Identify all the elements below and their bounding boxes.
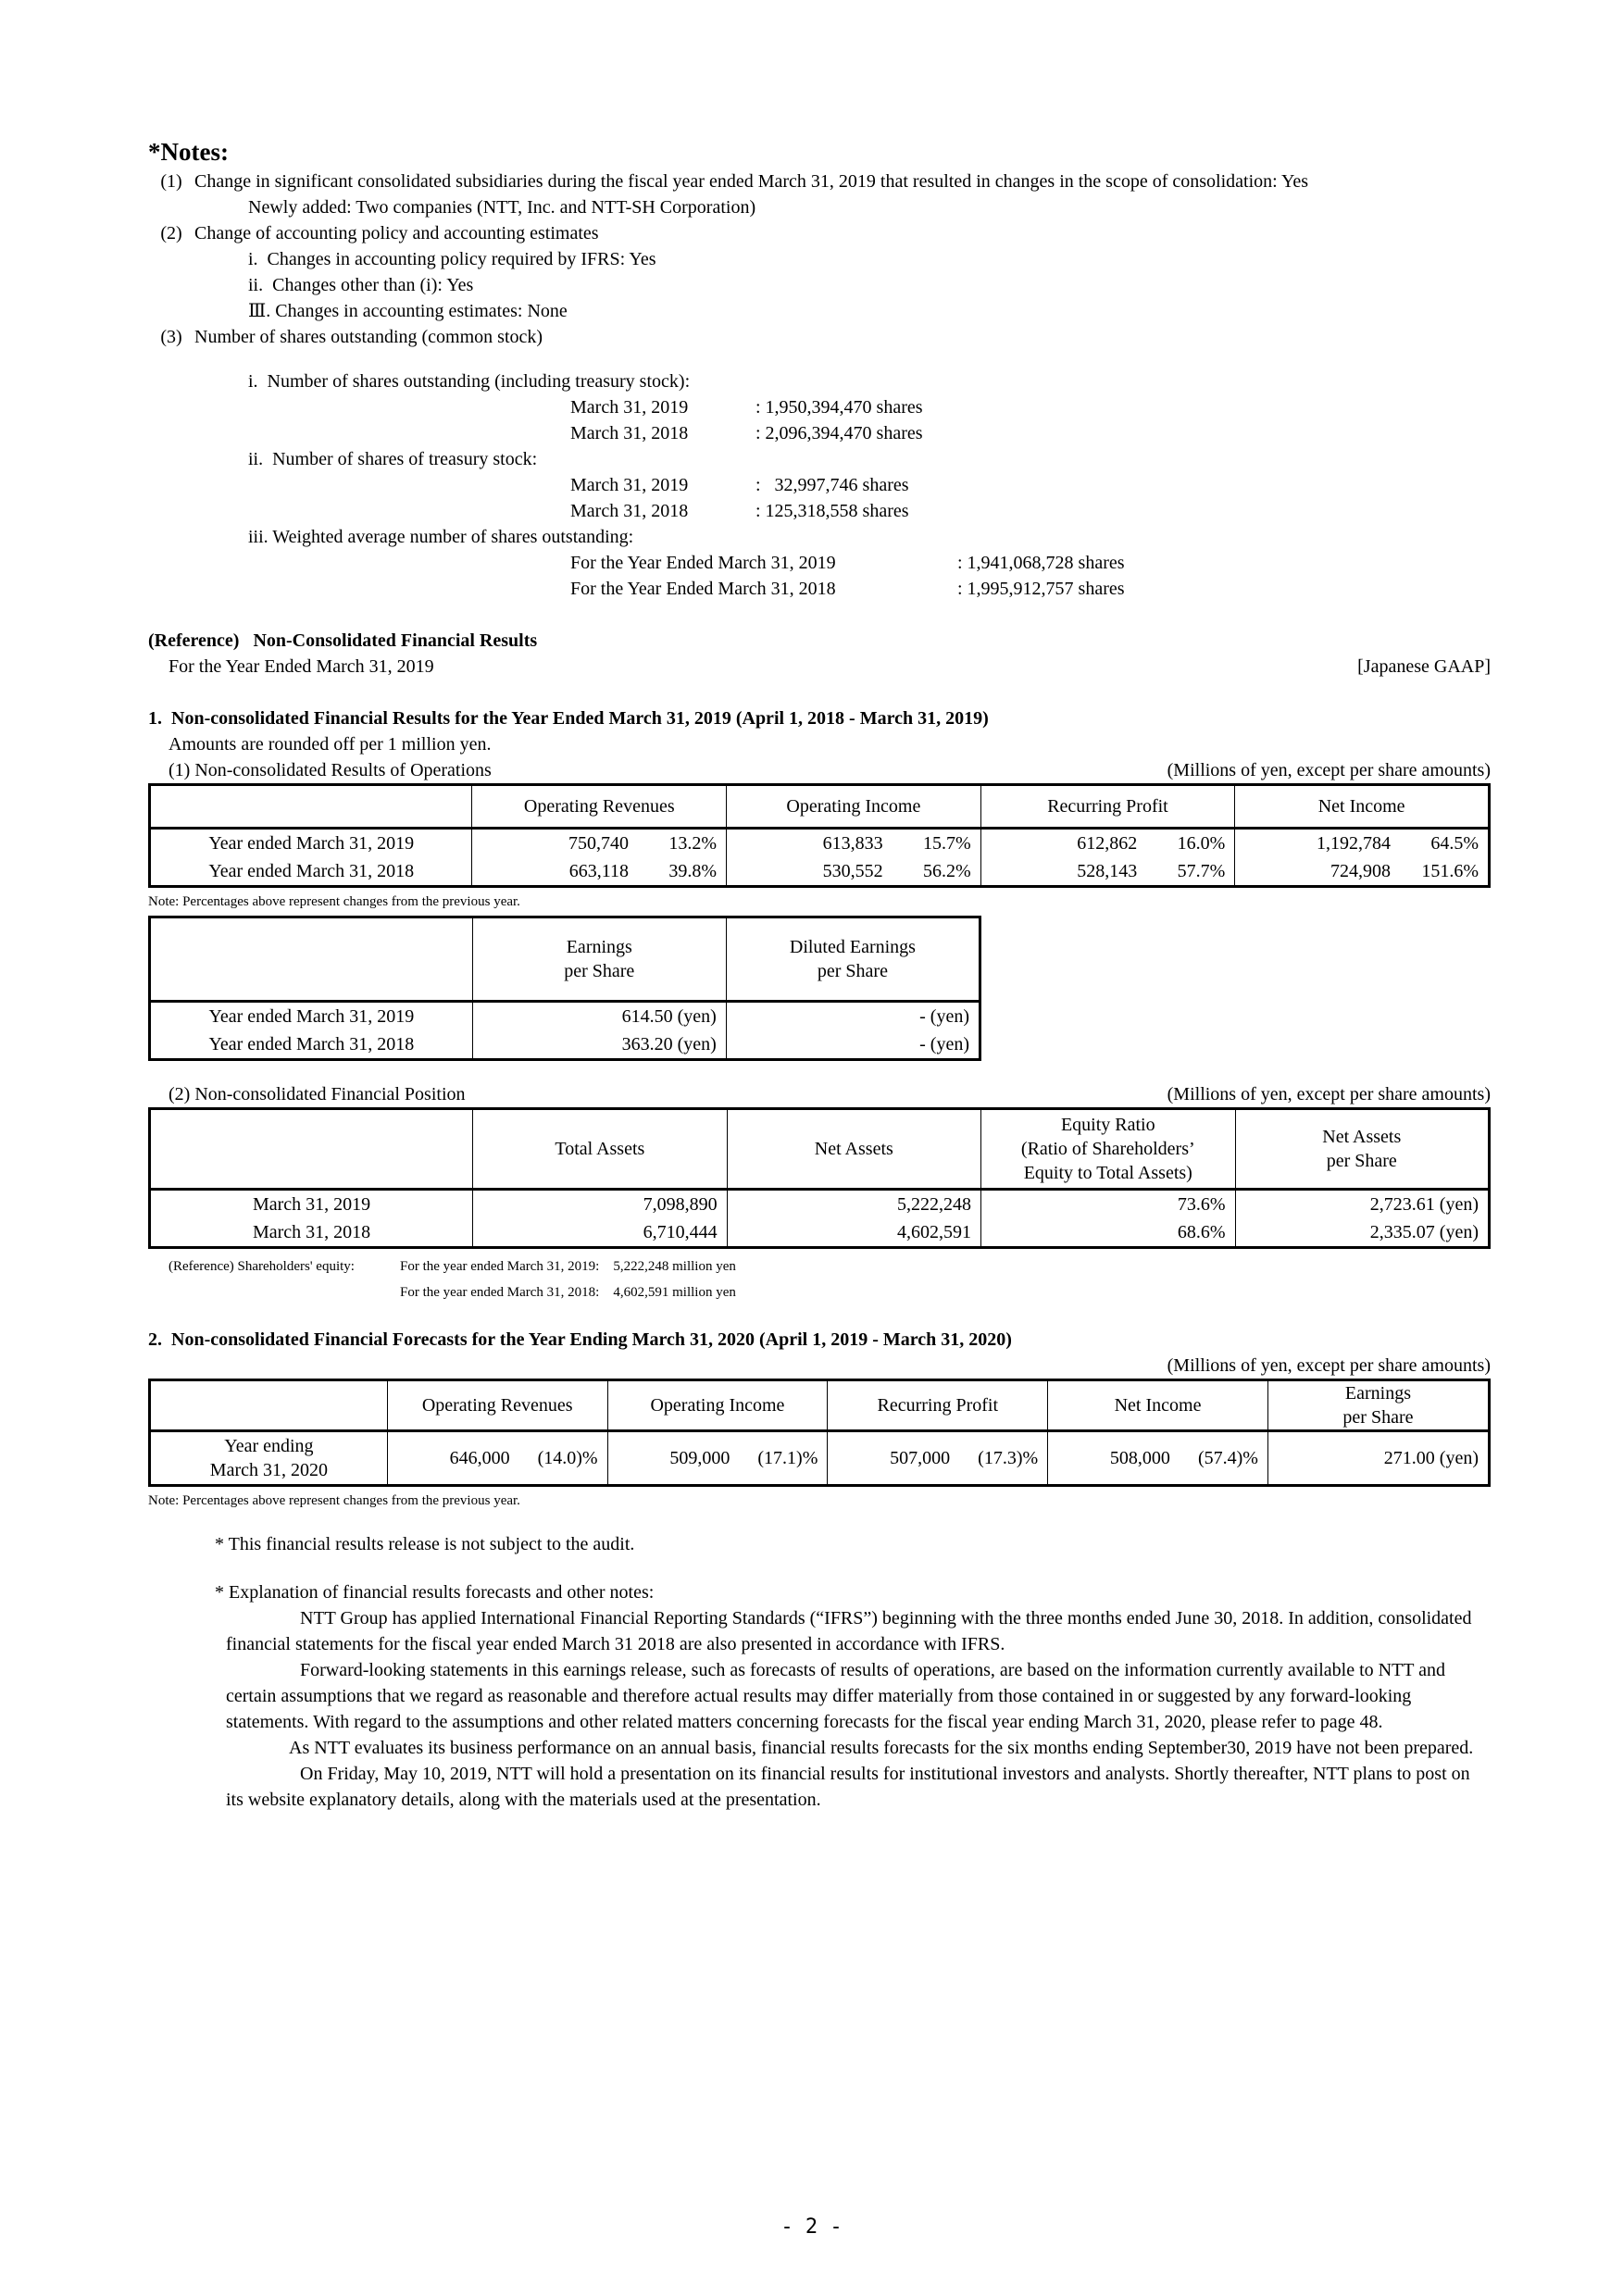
eps-value: 271.00 (yen) <box>1267 1431 1489 1486</box>
value: 750,740 <box>568 833 630 854</box>
results-header-row <box>148 757 1491 783</box>
value: 613,833 <box>822 833 883 854</box>
note-2-iii: Ⅲ. Changes in accounting estimates: None <box>248 301 568 321</box>
note-2-ii: ii. Changes other than (i): Yes <box>248 275 474 295</box>
note-3 <box>148 324 1491 350</box>
eps-header-line: per Share <box>564 961 635 981</box>
shares-date: March 31, 2019 <box>570 397 689 418</box>
percent: 13.2% <box>668 833 718 854</box>
net-assets: 4,602,591 <box>727 1218 980 1248</box>
header-line: Equity Ratio <box>1060 1115 1155 1135</box>
shares-row <box>148 394 1491 420</box>
percent: (17.1)% <box>757 1448 818 1468</box>
position-table <box>148 1107 1491 1249</box>
reference-period-row <box>148 654 1491 680</box>
results-table <box>148 783 1491 888</box>
shares-row <box>148 576 1491 602</box>
unit-label: (Millions of yen, except per share amounts) <box>1167 1355 1491 1376</box>
note-text: Number of shares outstanding (common stock) <box>194 327 543 347</box>
header-line: Net Assets <box>1322 1127 1402 1147</box>
explanation-paragraph: NTT Group has applied International Financial Reporting Standards (“IFRS”) beginning with the three months ended June 30, 2018. In addition, consolidated financial statements for the fiscal year ended March 31 2018 are also presented in accordance with IFRS. <box>226 1608 1472 1654</box>
eps-header <box>1267 1380 1489 1431</box>
total-assets: 7,098,890 <box>473 1190 727 1219</box>
empty-header <box>150 1109 473 1190</box>
row-label: Year ended March 31, 2018 <box>150 1030 473 1060</box>
percent: (17.3)% <box>978 1448 1039 1468</box>
position-header <box>150 1109 1490 1190</box>
row-label: Year ended March 31, 2018 <box>150 857 472 887</box>
forecast-table <box>148 1379 1491 1487</box>
position-header-row <box>148 1081 1491 1107</box>
explanation-body <box>148 1605 1491 1813</box>
table-row <box>150 1218 1490 1248</box>
value: 724,908 <box>1330 861 1391 881</box>
percent: 39.8% <box>668 861 718 881</box>
empty-header <box>150 785 472 829</box>
shares-date: March 31, 2018 <box>570 501 689 521</box>
header-line: Equity to Total Assets) <box>1023 1163 1192 1183</box>
reference-period: For the Year Ended March 31, 2019 <box>169 656 434 677</box>
shareholders-equity-reference <box>148 1256 1491 1277</box>
equity-ratio: 68.6% <box>981 1218 1236 1248</box>
rounding-note: Amounts are rounded off per 1 million yen. <box>169 734 492 755</box>
value: 530,552 <box>822 861 883 881</box>
shares-value: : 1,950,394,470 shares <box>755 397 923 418</box>
note-text: Change of accounting policy and accounting estimates <box>194 223 599 243</box>
shares-date: For the Year Ended March 31, 2019 <box>570 553 836 573</box>
eps-value: 614.50 (yen) <box>472 1002 726 1031</box>
equity-ratio: 73.6% <box>981 1190 1236 1219</box>
shares-value: : 1,995,912,757 shares <box>957 579 1125 599</box>
percent: (57.4)% <box>1197 1448 1258 1468</box>
row-label-line: March 31, 2020 <box>209 1460 328 1480</box>
notes-title: *Notes: <box>148 138 229 166</box>
eps-header <box>150 917 980 1002</box>
audit-note: * This financial results release is not subject to the audit. <box>215 1534 635 1554</box>
note-number: (1) <box>160 171 182 192</box>
total-assets: 6,710,444 <box>473 1218 727 1248</box>
value: 612,862 <box>1077 833 1138 854</box>
nps-header <box>1235 1109 1489 1190</box>
eps-value: 363.20 (yen) <box>472 1030 726 1060</box>
header-line: per Share <box>1342 1407 1414 1428</box>
percent: (14.0)% <box>537 1448 598 1468</box>
percent: 15.7% <box>922 833 971 854</box>
table-row <box>150 1431 1490 1486</box>
col-header: Operating Revenues <box>472 785 727 829</box>
shares-date: March 31, 2019 <box>570 475 689 495</box>
percent: 57.7% <box>1177 861 1226 881</box>
eps-header-line: Earnings <box>566 937 632 957</box>
header-line: Earnings <box>1344 1383 1411 1404</box>
section-1-title: 1. Non-consolidated Financial Results for the Year Ended March 31, 2019 (April 1, 2018 - March 31, 2019) <box>148 708 989 729</box>
note-1 <box>148 168 1491 194</box>
row-label: Year ended March 31, 2019 <box>150 1002 473 1031</box>
col-header: Operating Income <box>607 1380 828 1431</box>
reference-label: (Reference) Shareholders' equity: <box>169 1259 355 1274</box>
value: 646,000 <box>449 1448 510 1468</box>
net-assets-per-share: 2,723.61 (yen) <box>1235 1190 1489 1219</box>
col-header: Net Assets <box>727 1109 980 1190</box>
page-number: - 2 - <box>780 2215 843 2239</box>
results-header <box>150 785 1490 829</box>
percent: 64.5% <box>1430 833 1479 854</box>
col-header: Total Assets <box>473 1109 727 1190</box>
explanation-paragraph: On Friday, May 10, 2019, NTT will hold a presentation on its financial results for institutional investors and analysts. Shortly thereafter, NTT plans to post on its website explanatory details, along with the materials used at the presentation. <box>226 1764 1470 1810</box>
percent: 56.2% <box>922 861 971 881</box>
diluted-value: - (yen) <box>726 1002 980 1031</box>
reference-title: (Reference) Non-Consolidated Financial Results <box>148 630 538 651</box>
header-line: (Ratio of Shareholders’ <box>1020 1139 1195 1159</box>
col-header: Operating Revenues <box>387 1380 607 1431</box>
shares-value: : 32,997,746 shares <box>755 475 909 495</box>
percentage-note: Note: Percentages above represent changes from the previous year. <box>148 1493 520 1508</box>
shares-outstanding-heading: i. Number of shares outstanding (including treasury stock): <box>248 371 691 392</box>
reference-line: For the year ended March 31, 2018: 4,602,591 million yen <box>400 1285 736 1300</box>
note-2-i: i. Changes in accounting policy required by IFRS: Yes <box>248 249 656 269</box>
note-1-sub: Newly added: Two companies (NTT, Inc. and NTT-SH Corporation) <box>248 197 756 218</box>
percentage-note: Note: Percentages above represent changes from the previous year. <box>148 894 520 909</box>
table-row <box>150 1190 1490 1219</box>
diluted-value: - (yen) <box>726 1030 980 1060</box>
diluted-header-line: Diluted Earnings <box>789 937 916 957</box>
row-label: March 31, 2019 <box>150 1190 473 1219</box>
shares-date: March 31, 2018 <box>570 423 689 443</box>
shares-date: For the Year Ended March 31, 2018 <box>570 579 836 599</box>
eps-header-cell <box>472 917 726 1002</box>
header-line: per Share <box>1326 1151 1397 1171</box>
table-row <box>150 857 1490 887</box>
col-header: Recurring Profit <box>980 785 1235 829</box>
row-label: March 31, 2018 <box>150 1218 473 1248</box>
shares-row <box>148 472 1491 498</box>
results-subtitle: (1) Non-consolidated Results of Operations <box>169 760 492 780</box>
position-subtitle: (2) Non-consolidated Financial Position <box>169 1084 466 1104</box>
table-row <box>150 1002 980 1031</box>
net-assets-per-share: 2,335.07 (yen) <box>1235 1218 1489 1248</box>
note-2 <box>148 220 1491 246</box>
shares-value: : 2,096,394,470 shares <box>755 423 923 443</box>
equity-ratio-header <box>981 1109 1236 1190</box>
percent: 151.6% <box>1421 861 1479 881</box>
row-label-line: Year ending <box>224 1436 314 1456</box>
section-2-title: 2. Non-consolidated Financial Forecasts for the Year Ending March 31, 2020 (April 1, 2019 - March 31, 2020) <box>148 1329 1012 1350</box>
table-row <box>150 829 1490 858</box>
reference-line: For the year ended March 31, 2019: 5,222,248 million yen <box>400 1259 736 1274</box>
percent: 16.0% <box>1177 833 1226 854</box>
explanation-paragraph: As NTT evaluates its business performance on an annual basis, financial results forecasts for the six months ending September30, 2019 have not been prepared. <box>289 1738 1474 1758</box>
value: 1,192,784 <box>1317 833 1391 854</box>
forecast-header <box>150 1380 1490 1431</box>
note-number: (2) <box>160 223 182 243</box>
shares-row <box>148 498 1491 524</box>
weighted-average-heading: iii. Weighted average number of shares outstanding: <box>248 527 634 547</box>
value: 509,000 <box>669 1448 730 1468</box>
unit-label: (Millions of yen, except per share amounts) <box>1167 1084 1491 1104</box>
diluted-header-cell <box>726 917 980 1002</box>
col-header: Net Income <box>1048 1380 1268 1431</box>
eps-table <box>148 916 981 1061</box>
note-number: (3) <box>160 327 182 347</box>
col-header: Operating Income <box>727 785 981 829</box>
unit-label: (Millions of yen, except per share amounts) <box>1167 760 1491 780</box>
shares-row <box>148 550 1491 576</box>
value: 508,000 <box>1109 1448 1170 1468</box>
shares-value: : 1,941,068,728 shares <box>957 553 1125 573</box>
row-label: Year ended March 31, 2019 <box>150 829 472 858</box>
gaap-label: [Japanese GAAP] <box>1357 656 1491 677</box>
col-header: Recurring Profit <box>828 1380 1048 1431</box>
value: 528,143 <box>1077 861 1138 881</box>
note-text: Change in significant consolidated subsidiaries during the fiscal year ended March 31, 2019 that resulted in changes in the scope of consolidation: Yes <box>194 171 1309 192</box>
explanation-paragraph: Forward-looking statements in this earnings release, such as forecasts of results of operations, are based on the information currently available to NTT and certain assumptions that we regard as reasonable and therefore actual results may differ materially from those contained in or suggested by any forward-looking statements. With regard to the assumptions and other related matters concerning forecasts for the fiscal year ending March 31, 2020, please refer to page 48. <box>226 1660 1446 1732</box>
shares-value: : 125,318,558 shares <box>755 501 909 521</box>
col-header: Net Income <box>1235 785 1490 829</box>
diluted-header-line: per Share <box>817 961 888 981</box>
shares-row <box>148 420 1491 446</box>
table-row <box>150 1030 980 1060</box>
value: 663,118 <box>568 861 630 881</box>
empty-header <box>150 917 473 1002</box>
explanation-title: * Explanation of financial results forecasts and other notes: <box>215 1582 655 1603</box>
value: 507,000 <box>890 1448 951 1468</box>
empty-header <box>150 1380 388 1431</box>
row-label <box>150 1431 388 1486</box>
net-assets: 5,222,248 <box>727 1190 980 1219</box>
treasury-stock-heading: ii. Number of shares of treasury stock: <box>248 449 538 469</box>
document-page <box>148 139 1491 1813</box>
